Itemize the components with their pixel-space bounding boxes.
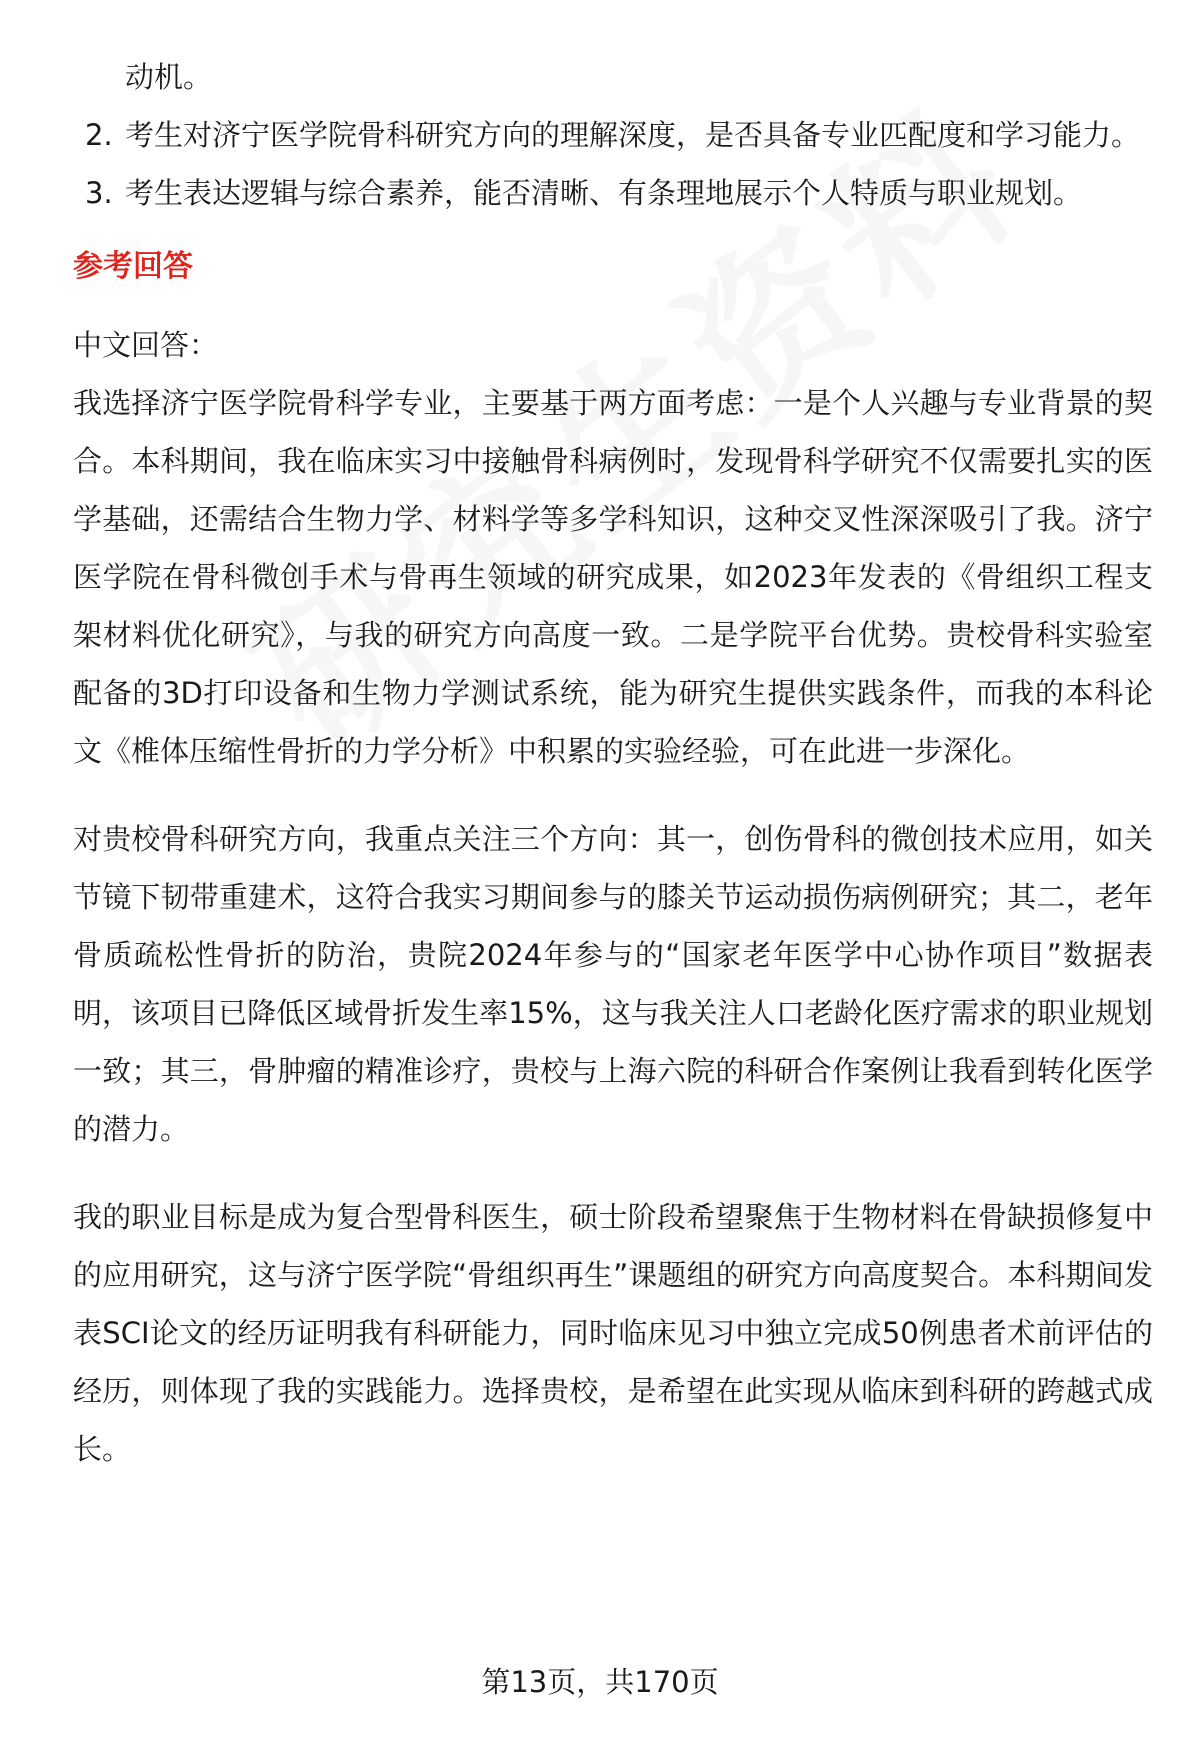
criteria-number: 3. — [85, 176, 113, 210]
intro-continuation: 动机。 — [125, 60, 213, 94]
page-number-footer: 第13页，共170页 — [481, 1665, 719, 1699]
criteria-item — [73, 106, 1153, 164]
criteria-text: 考生对济宁医学院骨科研究方向的理解深度，是否具备专业匹配度和学习能力。 — [125, 118, 1141, 152]
answer-label: 中文回答： — [73, 328, 219, 362]
answer-paragraph: 我选择济宁医学院骨科学专业，主要基于两方面考虑：一是个人兴趣与专业背景的契合。本科期间，我在临床实习中接触骨科病例时，发现骨科学研究不仅需要扎实的医学基础，还需结合生物力学、材料学等多学科知识，这种交叉性深深吸引了我。济宁医学院在骨科微创手术与骨再生领域的研究成果，如2023年发表的《骨组织工程支架材料优化研究》，与我的研究方向高度一致。二是学院平台优势。贵校骨科实验室配备的3D打印设备和生物力学测试系统，能为研究生提供实践条件，而我的本科论文《椎体压缩性骨折的力学分析》中积累的实验经验，可在此进一步深化。 — [73, 386, 1153, 768]
criteria-text: 考生表达逻辑与综合素养，能否清晰、有条理地展示个人特质与职业规划。 — [125, 176, 1083, 210]
criteria-number: 2. — [85, 118, 113, 152]
criteria-item — [73, 164, 1153, 222]
section-heading-reference-answer: 参考回答 — [73, 249, 193, 284]
page-content — [73, 48, 1153, 1478]
criteria-list — [73, 106, 1153, 222]
answer-paragraph: 我的职业目标是成为复合型骨科医生，硕士阶段希望聚焦于生物材料在骨缺损修复中的应用研究，这与济宁医学院“骨组织再生”课题组的研究方向高度契合。本科期间发表SCI论文的经历证明我有科研能力，同时临床见习中独立完成50例患者术前评估的经历，则体现了我的实践能力。选择贵校，是希望在此实现从临床到科研的跨越式成长。 — [73, 1200, 1153, 1466]
answer-paragraph: 对贵校骨科研究方向，我重点关注三个方向：其一，创伤骨科的微创技术应用，如关节镜下韧带重建术，这符合我实习期间参与的膝关节运动损伤病例研究；其二，老年骨质疏松性骨折的防治，贵院2024年参与的“国家老年医学中心协作项目”数据表明，该项目已降低区域骨折发生率15%，这与我关注人口老龄化医疗需求的职业规划一致；其三，骨肿瘤的精准诊疗，贵校与上海六院的科研合作案例让我看到转化医学的潜力。 — [73, 822, 1153, 1146]
